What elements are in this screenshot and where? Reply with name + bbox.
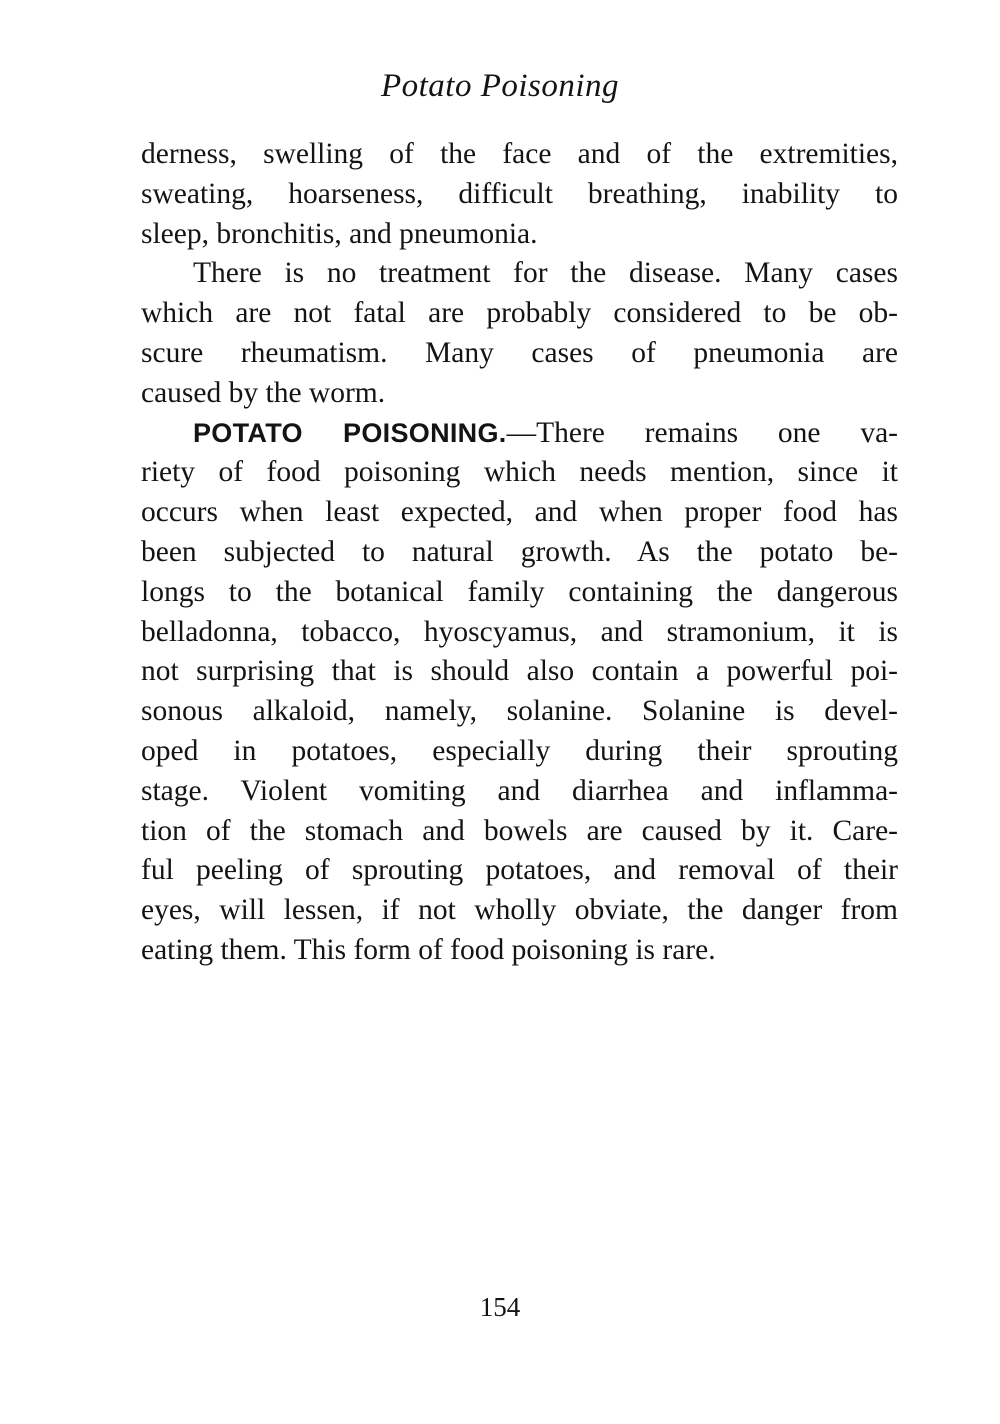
section-heading: POTATO POISONING.	[193, 417, 507, 448]
body-text	[141, 135, 898, 971]
text-line: stage. Violent vomiting and diarrhea and inflamma-	[141, 774, 898, 807]
text-line: eating them. This form of food poisoning is rare.	[141, 933, 716, 966]
text-line: scure rheumatism. Many cases of pneumonia are	[141, 336, 898, 369]
text-line: longs to the botanical family containing the dangerous	[141, 575, 898, 608]
text-line: sleep, bronchitis, and pneumonia.	[141, 217, 538, 250]
text-line: oped in potatoes, especially during their sprouting	[141, 734, 898, 767]
text-line: caused by the worm.	[141, 376, 386, 409]
heading-continuation: —There remains one va-	[506, 416, 898, 449]
paragraph-treatment	[141, 254, 898, 413]
paragraph-potato-poisoning	[141, 414, 898, 971]
text-line: been subjected to natural growth. As the potato be-	[141, 535, 898, 568]
text-line: ful peeling of sprouting potatoes, and removal of their	[141, 854, 898, 887]
text-line: eyes, will lessen, if not wholly obviate, the danger from	[141, 894, 898, 927]
text-line: There is no treatment for the disease. Many cases	[193, 257, 898, 290]
text-line: which are not fatal are probably considered to be ob-	[141, 297, 898, 330]
page-number: 154	[479, 1292, 521, 1322]
text-line: not surprising that is should also contain a powerful poi-	[141, 655, 898, 688]
text-line: belladonna, tobacco, hyoscyamus, and stramonium, it is	[141, 615, 898, 648]
running-head: Potato Poisoning	[380, 68, 620, 104]
text-line: derness, swelling of the face and of the extremities,	[141, 138, 898, 170]
text-line: riety of food poisoning which needs mention, since it	[141, 456, 898, 489]
paragraph-symptoms	[141, 135, 898, 254]
text-line: occurs when least expected, and when proper food has	[141, 496, 898, 529]
text-line: tion of the stomach and bowels are caused by it. Care-	[141, 814, 898, 847]
text-line	[141, 414, 898, 454]
text-line: sweating, hoarseness, difficult breathing, inability to	[141, 177, 898, 210]
text-line: sonous alkaloid, namely, solanine. Solanine is devel-	[141, 695, 898, 728]
